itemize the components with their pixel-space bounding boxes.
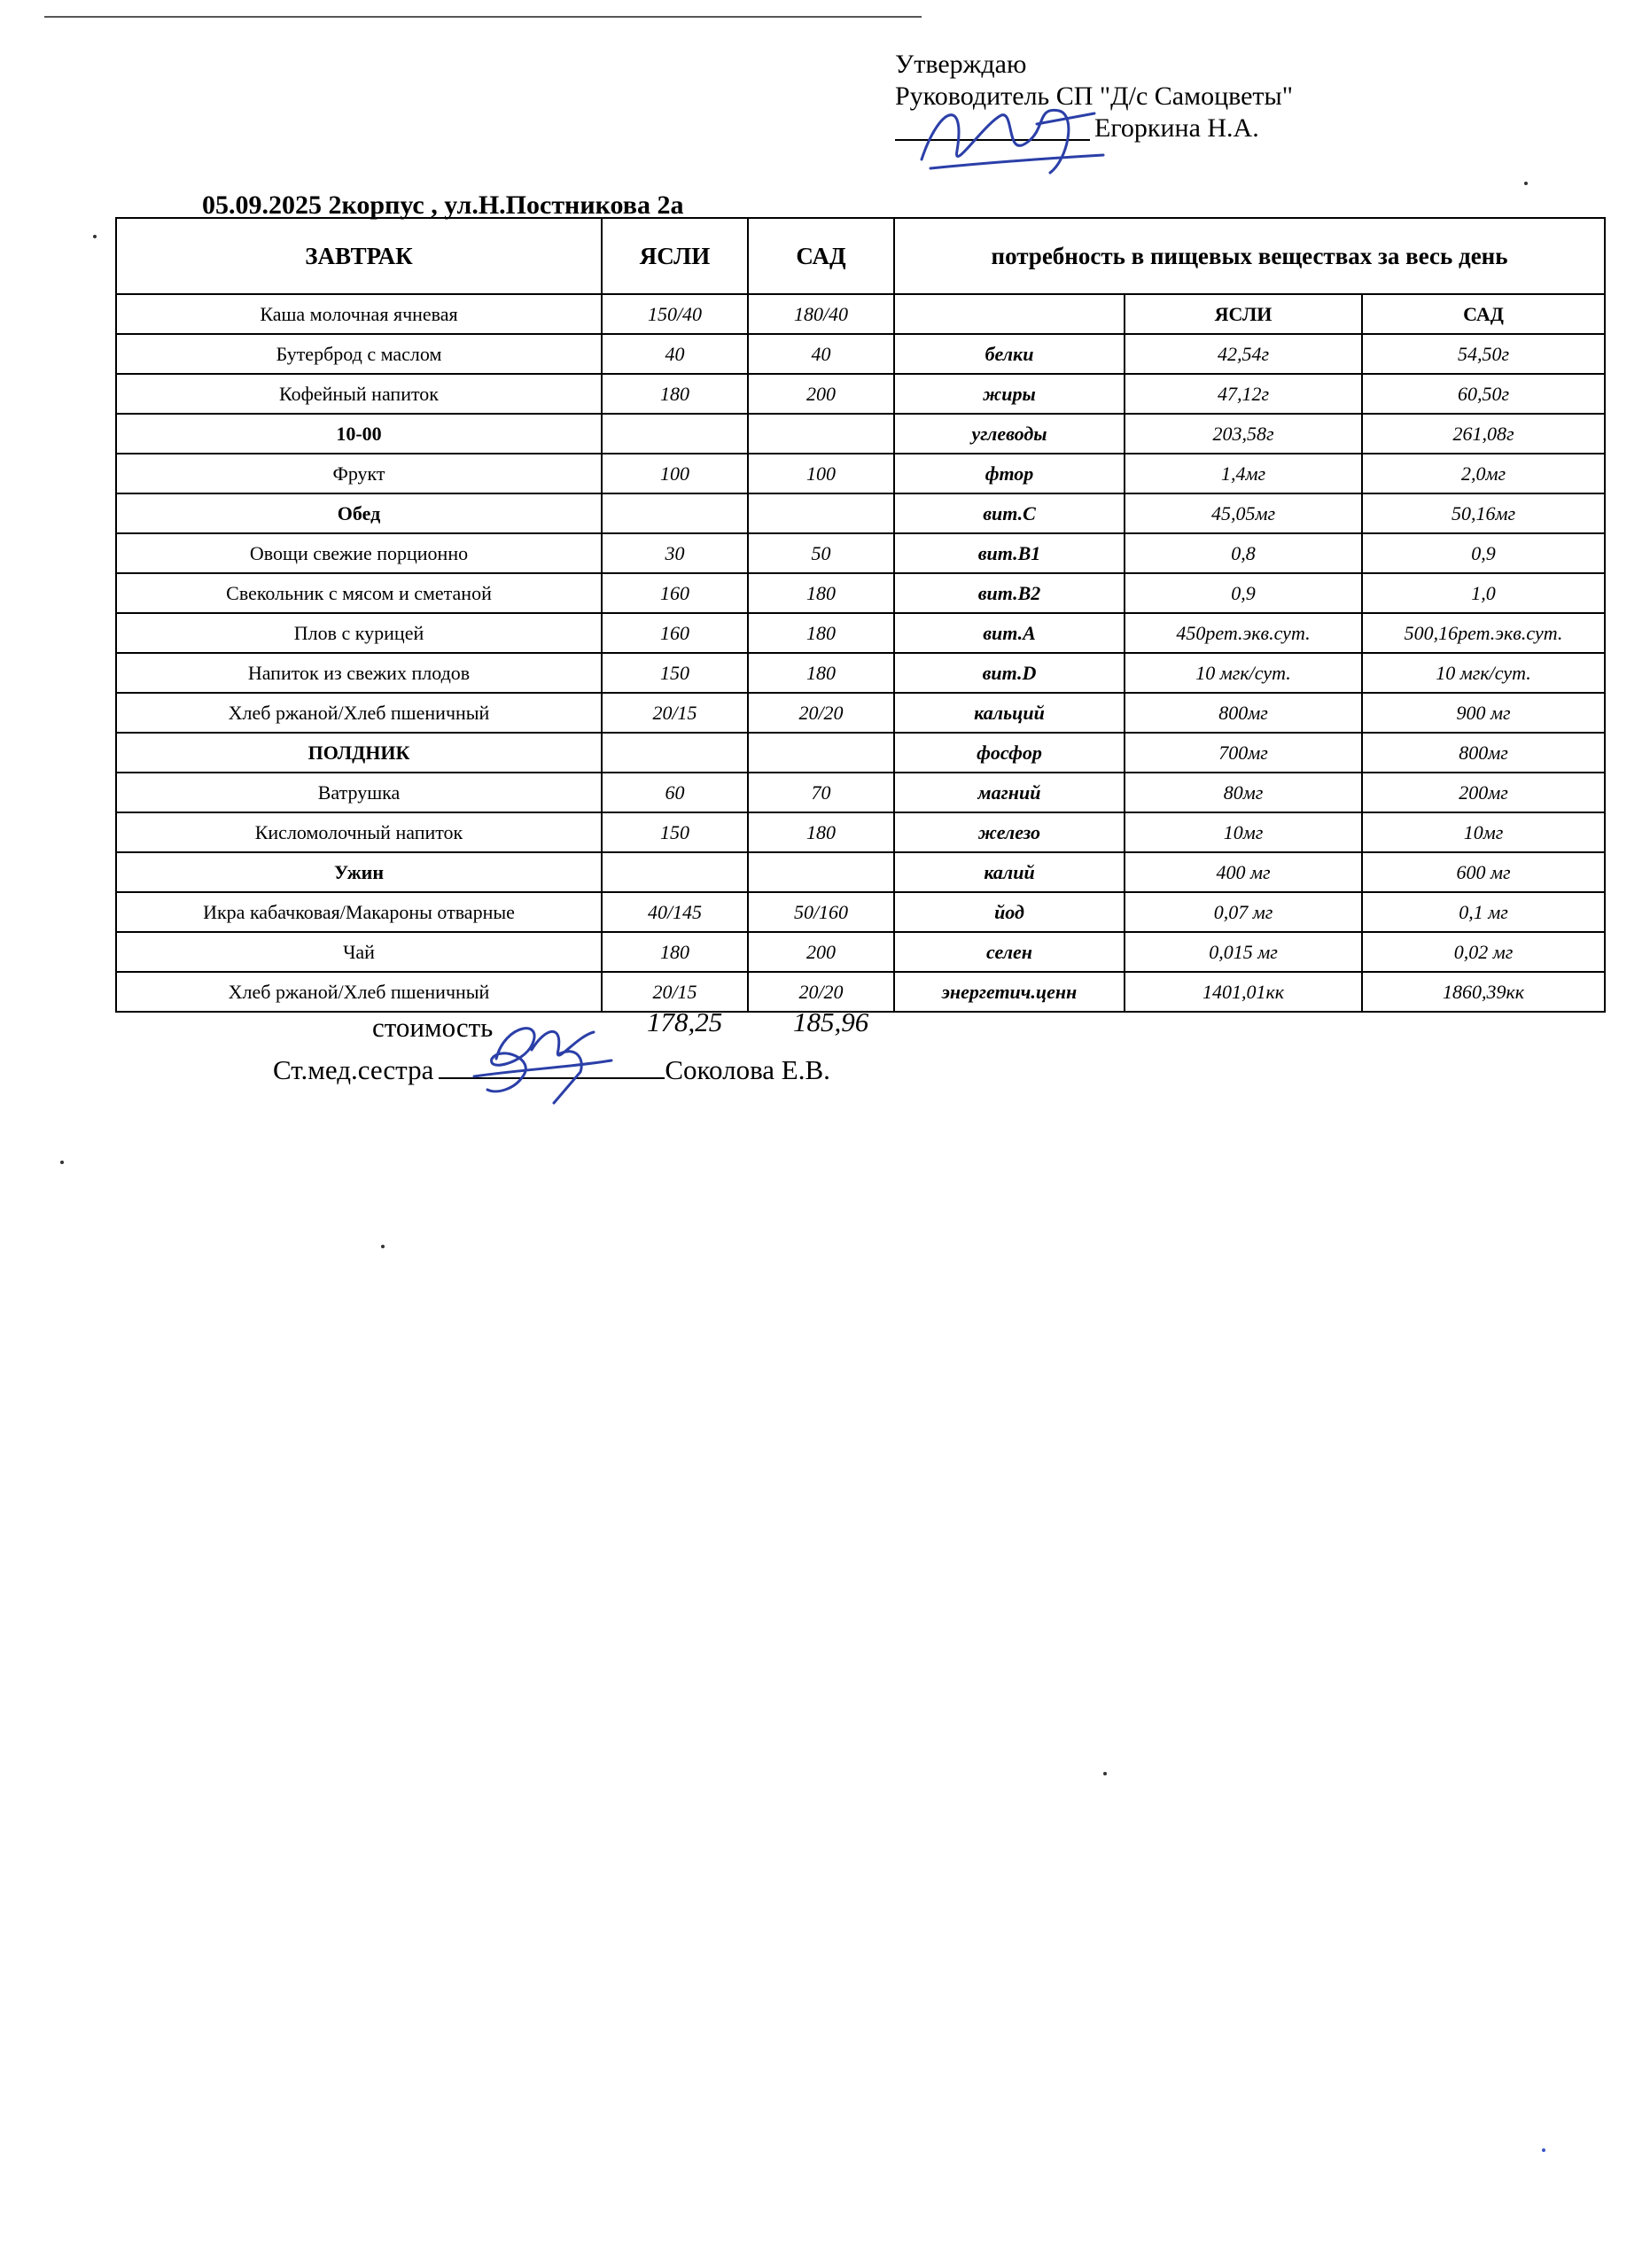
nutrient-nursery-cell: 45,05мг <box>1125 493 1362 533</box>
dish-cell: Кофейный напиток <box>116 374 602 414</box>
nutrient-nursery-cell: 10 мгк/сут. <box>1125 653 1362 693</box>
nurse-label: Ст.мед.сестра <box>273 1054 434 1085</box>
table-row <box>116 334 1605 374</box>
cost-kindergarten: 185,96 <box>793 1006 869 1037</box>
header-needs: потребность в пищевых веществах за весь день <box>894 218 1605 294</box>
nursery-portion-cell: 30 <box>602 533 748 573</box>
kindergarten-portion-cell: 50 <box>748 533 894 573</box>
approver-name: Егоркина Н.А. <box>1094 113 1259 143</box>
kindergarten-portion-cell: 20/20 <box>748 972 894 1012</box>
nutrient-kindergarten-cell: 0,9 <box>1362 533 1605 573</box>
scan-speck <box>60 1161 64 1164</box>
nutrient-kindergarten-cell: 60,50г <box>1362 374 1605 414</box>
nursery-portion-cell <box>602 852 748 892</box>
scan-speck <box>1524 182 1528 185</box>
table-row <box>116 414 1605 454</box>
nursery-portion-cell: 150 <box>602 653 748 693</box>
nutrient-nursery-cell: 42,54г <box>1125 334 1362 374</box>
nursery-portion-cell <box>602 414 748 454</box>
nutrient-name-cell: селен <box>894 932 1125 972</box>
header-meal: ЗАВТРАК <box>116 218 602 294</box>
kindergarten-portion-cell: 50/160 <box>748 892 894 932</box>
dish-cell: Овощи свежие порционно <box>116 533 602 573</box>
kindergarten-portion-cell <box>748 852 894 892</box>
nutrient-name-cell: вит.А <box>894 613 1125 653</box>
kindergarten-portion-cell: 180 <box>748 613 894 653</box>
nutrient-kindergarten-cell: 50,16мг <box>1362 493 1605 533</box>
dish-cell: Каша молочная ячневая <box>116 294 602 334</box>
nutrient-name-cell: железо <box>894 812 1125 852</box>
dish-cell: Кисломолочный напиток <box>116 812 602 852</box>
nutrient-nursery-cell: 400 мг <box>1125 852 1362 892</box>
director-signature <box>904 89 1117 195</box>
cost-nursery: 178,25 <box>647 1006 723 1037</box>
nutrient-kindergarten-cell: 0,1 мг <box>1362 892 1605 932</box>
nutrient-kindergarten-cell: 600 мг <box>1362 852 1605 892</box>
nutrient-name-cell: фтор <box>894 454 1125 493</box>
nursery-portion-cell: 100 <box>602 454 748 493</box>
kindergarten-portion-cell: 180 <box>748 573 894 613</box>
nursery-portion-cell: 180 <box>602 932 748 972</box>
nursery-portion-cell: 160 <box>602 613 748 653</box>
kindergarten-portion-cell: 180 <box>748 653 894 693</box>
nutrient-name-cell: вит.D <box>894 653 1125 693</box>
nutrient-nursery-cell: 0,9 <box>1125 573 1362 613</box>
header-kindergarten: САД <box>748 218 894 294</box>
dish-cell: Свекольник с мясом и сметаной <box>116 573 602 613</box>
dish-cell: Фрукт <box>116 454 602 493</box>
nurse-signature <box>470 1006 620 1107</box>
table-row <box>116 374 1605 414</box>
nutrient-name-cell: калий <box>894 852 1125 892</box>
table-row <box>116 892 1605 932</box>
top-border-line <box>44 16 922 18</box>
nutrient-kindergarten-cell: 10 мгк/сут. <box>1362 653 1605 693</box>
nursery-portion-cell <box>602 733 748 773</box>
nursery-portion-cell: 150 <box>602 812 748 852</box>
nutrient-kindergarten-cell: 1,0 <box>1362 573 1605 613</box>
kindergarten-portion-cell: 200 <box>748 932 894 972</box>
kindergarten-portion-cell <box>748 733 894 773</box>
dish-cell: Хлеб ржаной/Хлеб пшеничный <box>116 693 602 733</box>
nutrient-nursery-cell: 203,58г <box>1125 414 1362 454</box>
nutrient-nursery-cell: 47,12г <box>1125 374 1362 414</box>
nursery-portion-cell: 150/40 <box>602 294 748 334</box>
nutrient-nursery-cell: 0,8 <box>1125 533 1362 573</box>
needs-kindergarten-header: САД <box>1362 294 1605 334</box>
approval-title: Утверждаю <box>895 50 1027 79</box>
nursery-portion-cell: 180 <box>602 374 748 414</box>
nutrient-name-cell <box>894 294 1125 334</box>
kindergarten-portion-cell: 100 <box>748 454 894 493</box>
nutrient-kindergarten-cell: 0,02 мг <box>1362 932 1605 972</box>
nutrient-name-cell: магний <box>894 773 1125 812</box>
nursery-portion-cell: 40/145 <box>602 892 748 932</box>
nutrient-kindergarten-cell: 261,08г <box>1362 414 1605 454</box>
meal-section-cell: ПОЛДНИК <box>116 733 602 773</box>
nurse-name: Соколова Е.В. <box>665 1054 830 1085</box>
scan-speck <box>381 1245 385 1248</box>
cost-label: стоимость <box>372 1012 494 1043</box>
nursery-portion-cell <box>602 493 748 533</box>
menu-date-header: 05.09.2025 2корпус , ул.Н.Постникова 2а <box>202 190 684 220</box>
table-row <box>116 733 1605 773</box>
nutrient-nursery-cell: 450рет.экв.сут. <box>1125 613 1362 653</box>
nutrient-name-cell: углеводы <box>894 414 1125 454</box>
kindergarten-portion-cell: 70 <box>748 773 894 812</box>
dish-cell: Напиток из свежих плодов <box>116 653 602 693</box>
nutrient-kindergarten-cell: 1860,39кк <box>1362 972 1605 1012</box>
nutrient-nursery-cell: 0,07 мг <box>1125 892 1362 932</box>
meal-section-cell: Обед <box>116 493 602 533</box>
table-row <box>116 773 1605 812</box>
nutrient-name-cell: вит.В2 <box>894 573 1125 613</box>
kindergarten-portion-cell: 200 <box>748 374 894 414</box>
table-row <box>116 533 1605 573</box>
meal-section-cell: 10-00 <box>116 414 602 454</box>
needs-nursery-header: ЯСЛИ <box>1125 294 1362 334</box>
nutrient-kindergarten-cell: 900 мг <box>1362 693 1605 733</box>
dish-cell: Икра кабачковая/Макароны отварные <box>116 892 602 932</box>
kindergarten-portion-cell <box>748 493 894 533</box>
nutrient-kindergarten-cell: 10мг <box>1362 812 1605 852</box>
table-row <box>116 932 1605 972</box>
kindergarten-portion-cell <box>748 414 894 454</box>
kindergarten-portion-cell: 40 <box>748 334 894 374</box>
table-row <box>116 852 1605 892</box>
nutrient-name-cell: кальций <box>894 693 1125 733</box>
kindergarten-portion-cell: 180/40 <box>748 294 894 334</box>
nursery-portion-cell: 20/15 <box>602 693 748 733</box>
nutrient-name-cell: вит.С <box>894 493 1125 533</box>
scan-speck <box>93 235 97 238</box>
kindergarten-portion-cell: 20/20 <box>748 693 894 733</box>
nutrient-kindergarten-cell: 500,16рет.экв.сут. <box>1362 613 1605 653</box>
nutrient-kindergarten-cell: 54,50г <box>1362 334 1605 374</box>
table-row <box>116 693 1605 733</box>
meal-section-cell: Ужин <box>116 852 602 892</box>
nutrient-name-cell: вит.В1 <box>894 533 1125 573</box>
nutrient-name-cell: фосфор <box>894 733 1125 773</box>
nursery-portion-cell: 40 <box>602 334 748 374</box>
table-row <box>116 454 1605 493</box>
nursery-portion-cell: 20/15 <box>602 972 748 1012</box>
table-row <box>116 812 1605 852</box>
nutrient-name-cell: йод <box>894 892 1125 932</box>
dish-cell: Ватрушка <box>116 773 602 812</box>
table-header-row <box>116 218 1605 294</box>
nutrient-nursery-cell: 1,4мг <box>1125 454 1362 493</box>
dish-cell: Плов с курицей <box>116 613 602 653</box>
table-row <box>116 294 1605 334</box>
nutrient-name-cell: энергетич.ценн <box>894 972 1125 1012</box>
dish-cell: Бутерброд с маслом <box>116 334 602 374</box>
header-nursery: ЯСЛИ <box>602 218 748 294</box>
menu-table <box>115 217 1606 1013</box>
dish-cell: Хлеб ржаной/Хлеб пшеничный <box>116 972 602 1012</box>
nutrient-nursery-cell: 80мг <box>1125 773 1362 812</box>
approval-position: Руководитель СП "Д/с Самоцветы" <box>895 82 1293 111</box>
dish-cell: Чай <box>116 932 602 972</box>
table-row <box>116 613 1605 653</box>
nutrient-nursery-cell: 700мг <box>1125 733 1362 773</box>
table-row <box>116 653 1605 693</box>
kindergarten-portion-cell: 180 <box>748 812 894 852</box>
nursery-portion-cell: 160 <box>602 573 748 613</box>
nutrient-nursery-cell: 800мг <box>1125 693 1362 733</box>
table-row <box>116 573 1605 613</box>
nutrient-nursery-cell: 1401,01кк <box>1125 972 1362 1012</box>
nutrient-name-cell: белки <box>894 334 1125 374</box>
nursery-portion-cell: 60 <box>602 773 748 812</box>
nutrient-kindergarten-cell: 800мг <box>1362 733 1605 773</box>
nutrient-nursery-cell: 10мг <box>1125 812 1362 852</box>
nutrient-kindergarten-cell: 2,0мг <box>1362 454 1605 493</box>
nutrient-name-cell: жиры <box>894 374 1125 414</box>
table-row <box>116 493 1605 533</box>
scan-speck <box>1542 2148 1545 2152</box>
nutrient-nursery-cell: 0,015 мг <box>1125 932 1362 972</box>
nutrient-kindergarten-cell: 200мг <box>1362 773 1605 812</box>
scan-speck <box>1103 1772 1107 1775</box>
